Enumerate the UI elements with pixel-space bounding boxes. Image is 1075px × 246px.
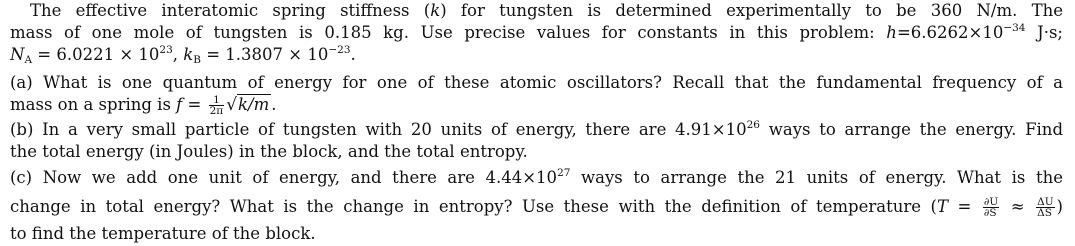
part-b-line-2: the total energy (in Joules) in the block, and the total entropy. (10, 142, 528, 161)
part-c-line-3: to find the temperature of the block. (10, 224, 316, 243)
part-c-line-1: (c) Now we add one unit of energy, and there are $4.44\times 10^{27}$ ways to arrange the 21 units of energy. What is the (10, 167, 1063, 187)
part-b-line-1: (b) In a very small particle of tungsten with 20 units of energy, there are $4.91\times 10^{26}$ ways to arrange the energy. Find (10, 119, 1064, 139)
fraction-one-over-two-pi: $\frac{1}{2\pi}$ (209, 94, 224, 117)
part-a-line-1: (a) What is one quantum of energy for one of these atomic oscillators? Recall that the fundamental frequency of a (10, 73, 1063, 92)
fraction-delta-u-over-delta-s: $\frac{\Delta U}{\Delta S}$ (1037, 196, 1054, 219)
intro-line-1: The effective interatomic spring stiffness (k) for tungsten is determined experimentally to be 360 N/m. The (30, 1, 1064, 20)
part-c-line-2: change in total energy? What is the change in entropy? Use these with the definition of temperature (T = $\frac{\partial U}{\partial S}$ ≈ $\frac{\Delta U}{\Delta S}$ ) (10, 196, 1063, 219)
square-root: √k/m (226, 95, 270, 115)
fraction-partial-u-over-partial-s: $\frac{\partial U}{\partial S}$ (983, 196, 999, 219)
intro-line-3: $N_A = 6.0221 \times 10^{23}$, $k_B = 1.3807 \times 10^{-23}$. (10, 44, 356, 66)
part-a-line-2: mass on a spring is f = $\frac{1}{2\pi}$ √k/m . (10, 94, 277, 117)
intro-line-2: mass of one mole of tungsten is 0.185 kg. Use precise values for constants in this problem: $h=6.6262\times 10^{-34}$ J·s; (10, 22, 1063, 42)
